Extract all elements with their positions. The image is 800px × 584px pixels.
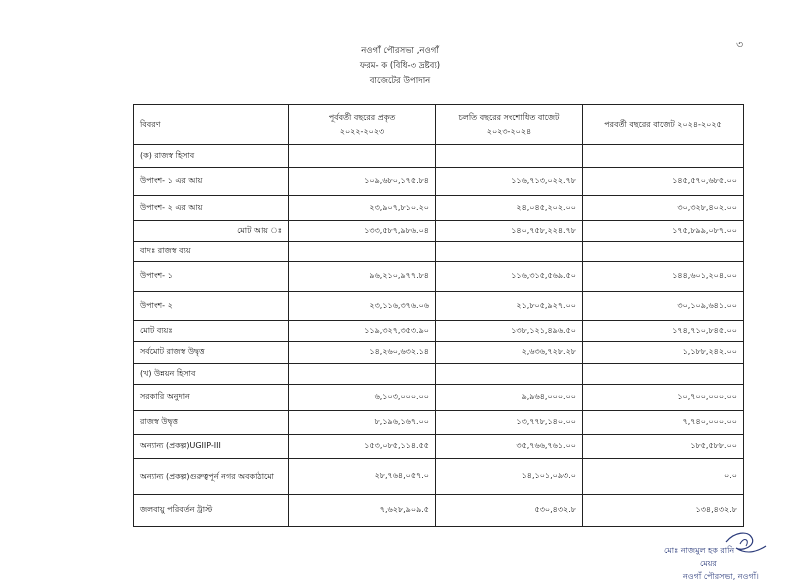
- budget-table: [133, 104, 744, 527]
- current-year-value: ১১৬,৭১৩,০২২.৭৮: [436, 168, 583, 196]
- previous-year-value: ৮,১৯৬,১৬৭.০০: [289, 411, 436, 435]
- next-year-value: ৩০,১০৯,৬৪১.০০: [583, 292, 744, 321]
- column-header-previous-year: [289, 105, 436, 145]
- current-year-value: [436, 242, 583, 262]
- next-year-value: ১৩৪,৪৩২.৮: [583, 495, 744, 527]
- next-year-value: ১৭৫,৮৯৯,০৮৭.০০: [583, 221, 744, 242]
- row-label: উপাংশ- ১: [134, 262, 289, 292]
- previous-year-range: ২০২২-২০২৩: [339, 126, 385, 136]
- current-year-value: ১৩,৭৭৮,১৪০.০০: [436, 411, 583, 435]
- current-year-value: [436, 145, 583, 168]
- document-title: বাজেটের উপাদান: [369, 76, 431, 86]
- row-label: অন্যান্য (প্রকল্প)UGIIP-III: [134, 435, 289, 459]
- row-label: মোট ব্যয়ঃ: [134, 321, 289, 342]
- next-year-value: [583, 145, 744, 168]
- previous-year-value: ১১৯,৩২৭,৩৫৩.৯০: [289, 321, 436, 342]
- table-row: [134, 385, 744, 411]
- previous-year-value: ২৩,৯০৭,৮১০.২০: [289, 196, 436, 221]
- previous-year-label: পূর্ববর্তী বছরের প্রকৃত: [328, 112, 396, 122]
- row-label: সর্বমোট রাজস্ব উদ্বৃত্ত: [134, 342, 289, 364]
- signatory-name: মোঃ নাজমুল হক রানি: [664, 546, 735, 555]
- previous-year-value: ৯৬,২১০,৯৭৭.৮৪: [289, 262, 436, 292]
- current-year-label: চলতি বছরের সংশোধিত বাজেট: [458, 112, 560, 122]
- previous-year-value: ৬,১০৩,০০০.০০: [289, 385, 436, 411]
- table-row-total: [134, 221, 744, 242]
- previous-year-value: ১৫৩,০৮৫,১১৪.৫৫: [289, 435, 436, 459]
- previous-year-value: [289, 242, 436, 262]
- current-year-value: ১১৬,৩১৫,৫৬৯.৫০: [436, 262, 583, 292]
- current-year-value: ৩৫,৭৬৬,৭৬১.০০: [436, 435, 583, 459]
- current-year-value: ২১,৮০৫,৯২৭.০০: [436, 292, 583, 321]
- next-year-value: [583, 364, 744, 385]
- signatory-office: নওগাঁ পৌরসভা, নওগাঁ।: [683, 572, 759, 581]
- current-year-value: ১৪০,৭৫৮,২২৪.৭৮: [436, 221, 583, 242]
- row-label: সরকারি অনুদান: [134, 385, 289, 411]
- row-label: মোট আয় ঃ: [134, 221, 289, 242]
- page-number: ৩: [736, 38, 744, 51]
- next-year-value: ১০,৭০০,০০০.০০: [583, 385, 744, 411]
- next-year-value: [583, 242, 744, 262]
- column-header-next-year: পরবর্তী বছরের বাজেট ২০২৪-২০২৫: [583, 105, 744, 145]
- previous-year-value: ৭,৬২৮,৯০৯.৫: [289, 495, 436, 527]
- previous-year-value: ১০৯,৬৮০,১৭৫.৮৪: [289, 168, 436, 196]
- row-label: উপাংশ- ২ এর আয়: [134, 196, 289, 221]
- next-year-value: ১৪৫,৫৭০,৬৮৫.০০: [583, 168, 744, 196]
- next-year-value: ১৪৪,৬০১,২০৪.০০: [583, 262, 744, 292]
- previous-year-value: [289, 364, 436, 385]
- previous-year-value: ২৩,১১৬,৩৭৬.০৬: [289, 292, 436, 321]
- current-year-value: [436, 364, 583, 385]
- row-label: বাদঃ রাজস্ব ব্যয়: [134, 242, 289, 262]
- next-year-value: ০.০: [583, 459, 744, 495]
- row-label: (খ) উন্নয়ন হিসাব: [134, 364, 289, 385]
- current-year-value: ১৩৮,১২১,৪৯৬.৫০: [436, 321, 583, 342]
- table-row: [134, 262, 744, 292]
- form-title: ফরম- ক (বিধি-৩ দ্রষ্টব্য): [359, 61, 441, 71]
- row-label: অন্যান্য (প্রকল্প)গুরুত্বপূর্ন নগর অবকাঠামো: [134, 459, 289, 495]
- current-year-range: ২০২৩-২০২৪: [486, 126, 532, 136]
- current-year-value: ৫৩০,৪৩২.৮: [436, 495, 583, 527]
- table-row: [134, 242, 744, 262]
- previous-year-value: ১৩৩,৫৮৭,৯৮৬.০৪: [289, 221, 436, 242]
- table-row: [134, 168, 744, 196]
- previous-year-value: ১৪,২৬০,৬৩২.১৪: [289, 342, 436, 364]
- current-year-value: ১৪,১০১,০৯৩.০: [436, 459, 583, 495]
- table-row: [134, 435, 744, 459]
- row-label: উপাংশ- ১ এর আয়: [134, 168, 289, 196]
- table-header-row: [134, 105, 744, 145]
- next-year-value: ১৮৫,৫৮৮.০০: [583, 435, 744, 459]
- table-row: [134, 495, 744, 527]
- current-year-value: ২৪,০৪৫,২০২.০০: [436, 196, 583, 221]
- next-year-value: ১৭৪,৭১০,৮৪৫.০০: [583, 321, 744, 342]
- current-year-value: ২,৬৩৬,৭২৮.২৮: [436, 342, 583, 364]
- row-label: রাজস্ব উদ্বৃত্ত: [134, 411, 289, 435]
- previous-year-value: ২৮,৭৬৪,০৫৭.০: [289, 459, 436, 495]
- table-row: [134, 145, 744, 168]
- current-year-value: ৯,৯৬৪,০০০.০০: [436, 385, 583, 411]
- table-row-total: [134, 342, 744, 364]
- signatory-title: মেয়র: [700, 559, 717, 568]
- table-row: [134, 411, 744, 435]
- next-year-value: ৩০,৩২৮,৪০২.০০: [583, 196, 744, 221]
- previous-year-value: [289, 145, 436, 168]
- column-header-description: বিবরণ: [134, 105, 289, 145]
- next-year-value: ৭,৭৪০,০০০.০০: [583, 411, 744, 435]
- table-row: [134, 292, 744, 321]
- table-row-total: [134, 321, 744, 342]
- municipality-title: নওগাঁ পৌরসভা ,নওগাঁ: [361, 46, 439, 56]
- table-row: [134, 196, 744, 221]
- table-row: [134, 459, 744, 495]
- row-label: উপাংশ- ২: [134, 292, 289, 321]
- row-label: (ক) রাজস্ব হিসাব: [134, 145, 289, 168]
- table-row: [134, 364, 744, 385]
- next-year-value: ১,১৮৮,২৪২.০০: [583, 342, 744, 364]
- column-header-current-year: [436, 105, 583, 145]
- row-label: জলবায়ু পরিবর্তন ট্রাস্ট: [134, 495, 289, 527]
